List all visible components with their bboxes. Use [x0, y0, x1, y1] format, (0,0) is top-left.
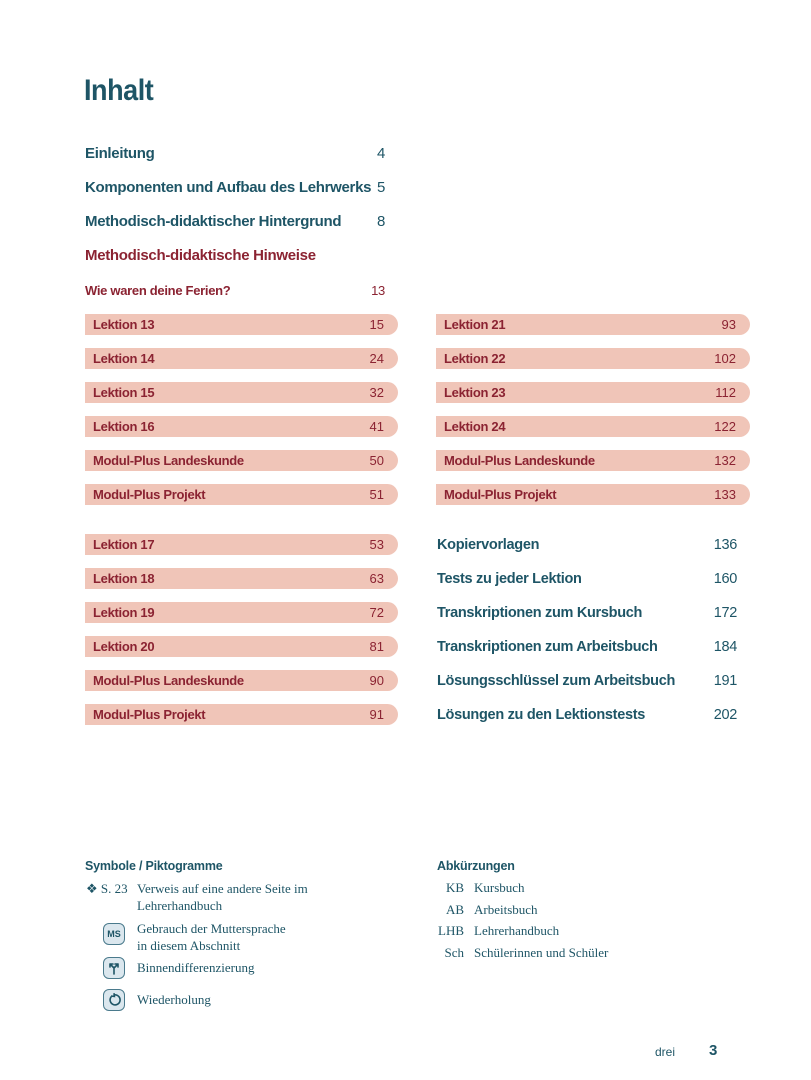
page-word: drei	[655, 1045, 676, 1059]
pill-label: Modul-Plus Projekt	[93, 707, 206, 722]
toc-lesson-pill[interactable]	[436, 416, 750, 437]
pill-label: Lektion 23	[444, 385, 506, 400]
pill-label: Lektion 18	[93, 571, 155, 586]
toc-entry-page: 160	[713, 571, 737, 587]
pill-label: Lektion 17	[93, 537, 155, 552]
toc-lesson-pill[interactable]	[85, 450, 398, 471]
abkuerzungen-heading: Abkürzungen	[437, 859, 515, 873]
pill-label: Lektion 16	[93, 419, 155, 434]
pill-page: 81	[369, 639, 384, 654]
toc-entry-label: Einleitung	[85, 145, 155, 162]
page-number: 3	[709, 1042, 718, 1059]
toc-entry-page: 191	[713, 673, 737, 689]
pill-page: 90	[369, 673, 384, 688]
pill-label: Modul-Plus Landeskunde	[444, 453, 595, 468]
pill-page: 63	[369, 571, 384, 586]
ms-text-line2: in diesem Abschnitt	[137, 938, 241, 953]
symbole-heading: Symbole / Piktogramme	[85, 859, 223, 873]
pill-page: 50	[369, 453, 384, 468]
pill-label: Lektion 13	[93, 317, 155, 332]
toc-lesson-pill[interactable]	[436, 314, 750, 335]
toc-entry-tests[interactable]	[437, 571, 737, 587]
pill-page: 53	[369, 537, 384, 552]
binnendifferenzierung-icon	[103, 957, 125, 979]
ref-text-line2: Lehrerhandbuch	[137, 898, 223, 913]
ms-icon-label: MS	[107, 929, 121, 939]
page-title: Inhalt	[84, 74, 154, 107]
toc-lesson-pill[interactable]	[436, 382, 750, 403]
pill-label: Modul-Plus Landeskunde	[93, 453, 244, 468]
toc-lesson-pill[interactable]	[85, 484, 398, 505]
toc-entry-page: 13	[371, 283, 385, 298]
pill-page: 132	[714, 453, 736, 468]
muttersprache-icon	[103, 923, 125, 945]
toc-lesson-pill[interactable]	[436, 348, 750, 369]
toc-entry-label: Transkriptionen zum Arbeitsbuch	[437, 639, 658, 655]
ref-marker: ❖ S. 23	[86, 881, 128, 896]
toc-entry-label: Tests zu jeder Lektion	[437, 571, 582, 587]
toc-lesson-pill[interactable]	[85, 602, 398, 623]
toc-entry-page: 136	[713, 537, 737, 553]
pill-page: 112	[715, 385, 736, 400]
pill-label: Lektion 19	[93, 605, 155, 620]
toc-entry-label: Kopiervorlagen	[437, 537, 540, 553]
pill-label: Lektion 21	[444, 317, 506, 332]
pill-label: Modul-Plus Projekt	[93, 487, 206, 502]
toc-lesson-pill[interactable]	[85, 382, 398, 403]
toc-entry-ferien[interactable]	[85, 283, 385, 298]
abbr-value: Kursbuch	[474, 880, 525, 895]
pill-label: Lektion 14	[93, 351, 155, 366]
toc-entry-einleitung[interactable]	[85, 145, 385, 162]
ms-text-line1: Gebrauch der Muttersprache	[137, 921, 286, 936]
binnen-text: Binnendifferenzierung	[137, 960, 255, 975]
toc-entry-label: Komponenten und Aufbau des Lehrwerks	[85, 179, 372, 196]
toc-entry-transkriptionen-arbeitsbuch[interactable]	[437, 639, 737, 655]
toc-lesson-pill[interactable]	[436, 450, 750, 471]
wiederholung-text: Wiederholung	[137, 992, 211, 1007]
pill-page: 51	[369, 487, 384, 502]
toc-lesson-pill[interactable]	[85, 534, 398, 555]
pill-label: Modul-Plus Projekt	[444, 487, 557, 502]
toc-entry-hintergrund[interactable]	[85, 213, 385, 230]
toc-entry-page: 202	[713, 707, 737, 723]
ref-text-line1: Verweis auf eine andere Seite im	[137, 881, 308, 896]
pill-page: 41	[369, 419, 384, 434]
pill-page: 102	[714, 351, 736, 366]
toc-entry-komponenten[interactable]	[85, 179, 385, 196]
pill-label: Lektion 20	[93, 639, 155, 654]
hinweise-heading-text: Methodisch-didaktische Hinweise	[85, 247, 316, 264]
pill-page: 72	[369, 605, 384, 620]
hinweise-heading	[85, 247, 316, 264]
pill-page: 32	[369, 385, 384, 400]
toc-lesson-pill[interactable]	[85, 348, 398, 369]
pill-label: Lektion 22	[444, 351, 506, 366]
toc-entry-kopiervorlagen[interactable]	[437, 537, 737, 553]
toc-entry-page: 172	[713, 605, 737, 621]
toc-entry-label: Methodisch-didaktischer Hintergrund	[85, 213, 342, 230]
toc-entry-loesungsschluessel[interactable]	[437, 673, 737, 689]
toc-entry-label: Wie waren deine Ferien?	[85, 283, 231, 298]
wiederholung-icon	[103, 989, 125, 1011]
abbr-value: Schülerinnen und Schüler	[474, 945, 609, 960]
abbr-key: Sch	[444, 945, 464, 960]
pill-page: 91	[369, 707, 384, 722]
abbr-key: AB	[445, 902, 464, 917]
toc-lesson-pill[interactable]	[85, 670, 398, 691]
toc-lesson-pill[interactable]	[436, 484, 750, 505]
toc-entry-label: Lösungen zu den Lektionstests	[437, 707, 646, 723]
pill-label: Lektion 24	[444, 419, 506, 434]
toc-entry-page: 4	[376, 145, 385, 162]
pill-page: 15	[369, 317, 384, 332]
toc-lesson-pill[interactable]	[85, 416, 398, 437]
toc-lesson-pill[interactable]	[85, 568, 398, 589]
pill-page: 24	[369, 351, 384, 366]
toc-entry-label: Transkriptionen zum Kursbuch	[437, 605, 643, 621]
pill-page: 133	[714, 487, 736, 502]
toc-entry-loesungen-tests[interactable]	[437, 707, 737, 723]
toc-lesson-pill[interactable]	[85, 636, 398, 657]
toc-entry-label: Lösungsschlüssel zum Arbeitsbuch	[437, 673, 676, 689]
abbr-key: KB	[445, 880, 464, 895]
toc-entry-page: 8	[376, 213, 385, 230]
toc-lesson-pill[interactable]	[85, 704, 398, 725]
toc-entry-page: 5	[376, 179, 385, 196]
toc-lesson-pill[interactable]	[85, 314, 398, 335]
pill-page: 93	[721, 317, 736, 332]
abbr-key: LHB	[438, 923, 464, 938]
pill-label: Modul-Plus Landeskunde	[93, 673, 244, 688]
abbr-value: Lehrerhandbuch	[474, 923, 560, 938]
toc-entry-transkriptionen-kursbuch[interactable]	[437, 605, 737, 621]
abbr-value: Arbeitsbuch	[474, 902, 538, 917]
toc-entry-page: 184	[713, 639, 737, 655]
pill-label: Lektion 15	[93, 385, 155, 400]
pill-page: 122	[714, 419, 736, 434]
